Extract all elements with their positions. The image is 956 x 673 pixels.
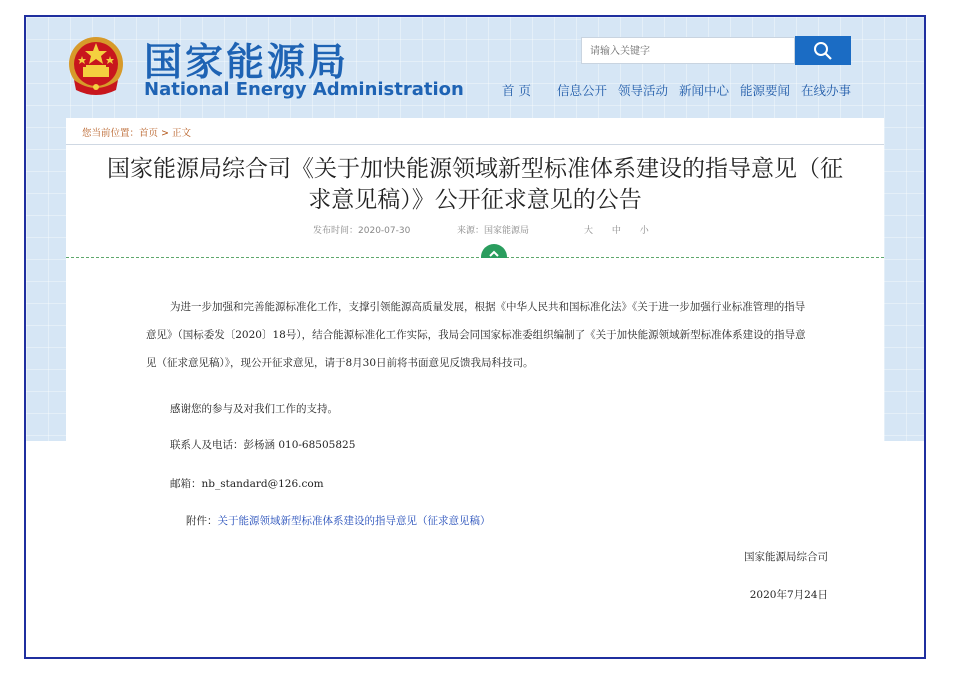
logo-chinese[interactable]: 国家能源局 <box>144 40 350 84</box>
logo-english[interactable]: National Energy Administration <box>144 79 464 100</box>
main-nav <box>502 81 862 99</box>
email-text: 邮箱：nb_standard@126.com <box>170 478 324 490</box>
nav-online-services[interactable]: 在线办事 <box>801 83 852 98</box>
browser-frame <box>24 15 926 659</box>
thanks-text: 感谢您的参与及对我们工作的支持。 <box>170 403 338 415</box>
source-info <box>457 223 529 236</box>
national-emblem-icon[interactable] <box>66 34 126 100</box>
site-header <box>26 17 924 117</box>
attachment-link[interactable]: 关于能源领域新型标准体系建设的指导意见（征求意见稿） <box>217 515 491 527</box>
sign-date: 2020年7月24日 <box>749 589 828 601</box>
font-size-toggle[interactable]: 大 中 小 <box>584 226 657 236</box>
title-line-2: 求意见稿）》公开征求意见的公告 <box>308 187 642 213</box>
breadcrumb-prefix: 您当前位置： <box>82 128 140 139</box>
collapse-toggle[interactable] <box>481 244 507 258</box>
publish-date: 2020-07-30 <box>358 226 411 236</box>
breadcrumb-current: 正文 <box>172 128 192 139</box>
nav-news-center[interactable]: 新闻中心 <box>679 83 730 98</box>
breadcrumb-separator: > <box>158 128 173 139</box>
publish-label: 发布时间： <box>313 226 359 236</box>
title-line-1: 国家能源局综合司《关于加快能源领域新型标准体系建设的指导意见（征 <box>107 156 843 182</box>
attachment-label: 附件： <box>186 515 218 527</box>
signature: 国家能源局综合司 <box>744 551 828 563</box>
article-body <box>146 293 814 527</box>
breadcrumb-divider <box>66 144 884 145</box>
article-panel <box>66 118 884 659</box>
page-title <box>66 154 884 216</box>
article-paragraph: 为进一步加强和完善能源标准化工作，支撑引领能源高质量发展，根据《中华人民共和国标准化法》《关于进一步加强行业标准管理的指导意见》（国标委发〔2020〕18号），结合能源标准化工作实际，我局会同国家标准委组织编制了《关于加快能源领域新型标准体系建设的指导意见（征求意见稿）》，现公开征求意见，请于8月30日前将书面意见反馈我局科技司。 <box>146 301 806 369</box>
nav-info-disclosure[interactable]: 信息公开 <box>556 83 607 98</box>
breadcrumb <box>82 125 191 139</box>
source-label: 来源： <box>457 226 485 236</box>
attachment <box>186 513 491 528</box>
nav-home[interactable]: 首 页 <box>502 83 531 98</box>
meta-divider <box>66 257 884 258</box>
source-name: 国家能源局 <box>484 226 530 236</box>
publish-info <box>313 223 410 236</box>
nav-energy-news[interactable]: 能源要闻 <box>740 83 791 98</box>
chevron-up-icon <box>488 248 500 258</box>
search-icon <box>813 41 833 61</box>
contact-text: 联系人及电话：彭杨涵 010-68505825 <box>170 439 356 451</box>
breadcrumb-home[interactable]: 首页 <box>139 128 159 139</box>
search-button[interactable] <box>795 36 851 65</box>
search-input[interactable]: 请输入关键字 <box>581 37 795 64</box>
nav-leadership[interactable]: 领导活动 <box>618 83 669 98</box>
